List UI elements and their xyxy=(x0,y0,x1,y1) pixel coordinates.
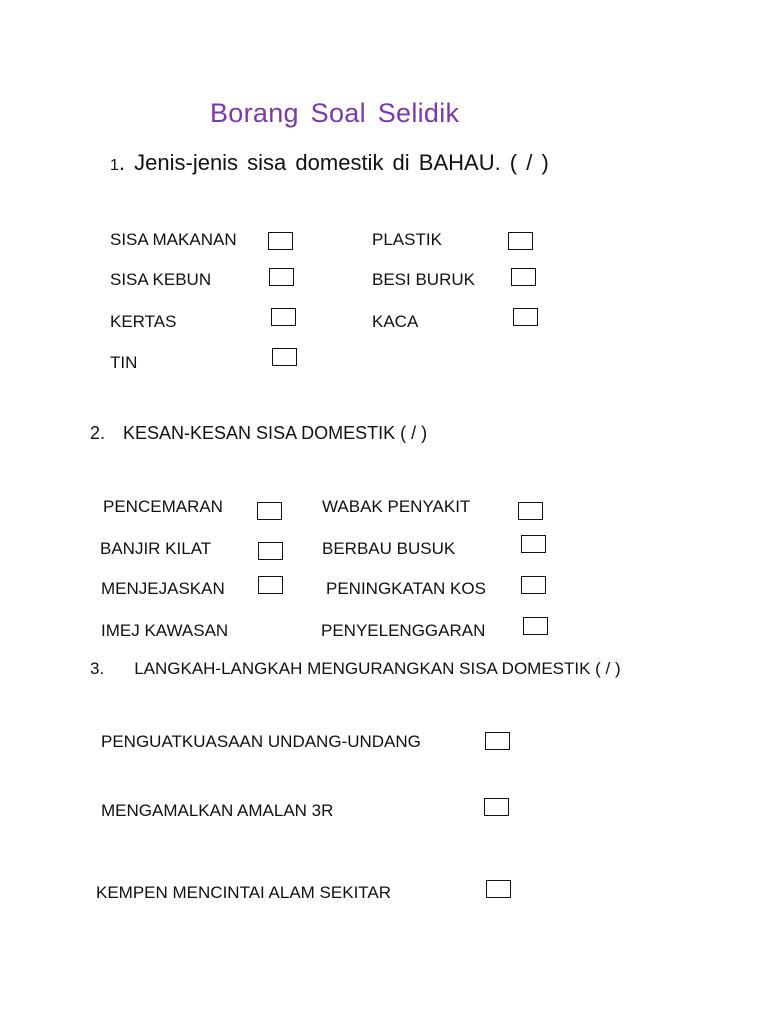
question-2-text: KESAN-KESAN SISA DOMESTIK ( / ) xyxy=(123,423,428,443)
question-3-text: LANGKAH-LANGKAH MENGURANGKAN SISA DOMESTIK ( / ) xyxy=(134,659,621,678)
option-pencemaran-label: PENCEMARAN xyxy=(103,497,223,516)
checkbox-kempen[interactable] xyxy=(486,880,511,898)
option-tin-label: TIN xyxy=(110,353,138,372)
checkbox-penguatkuasaan[interactable] xyxy=(485,732,510,750)
option-kempen-label: KEMPEN MENCINTAI ALAM SEKITAR xyxy=(96,883,392,902)
checkbox-plastik[interactable] xyxy=(508,232,533,250)
form-title: Borang Soal Selidik xyxy=(210,98,460,128)
option-banjir-kilat-label: BANJIR KILAT xyxy=(100,539,212,558)
checkbox-kaca[interactable] xyxy=(513,308,538,326)
option-penyelenggaran-label: PENYELENGGARAN xyxy=(321,621,486,640)
option-kaca-label: KACA xyxy=(372,312,419,331)
question-2-heading xyxy=(90,423,427,444)
checkbox-sisa-makanan[interactable] xyxy=(268,232,293,250)
checkbox-sisa-kebun[interactable] xyxy=(269,268,294,286)
option-sisa-kebun-label: SISA KEBUN xyxy=(110,270,212,289)
checkbox-wabak-penyakit[interactable] xyxy=(518,502,543,520)
checkbox-kertas[interactable] xyxy=(271,308,296,326)
question-3-number: 3. xyxy=(90,659,105,678)
checkbox-amalan-3r[interactable] xyxy=(484,798,509,816)
option-plastik-label: PLASTIK xyxy=(372,230,442,249)
question-1-text: . Jenis-jenis sisa domestik di BAHAU. ( / ) xyxy=(118,150,549,175)
checkbox-peningkatan-kos[interactable] xyxy=(521,576,546,594)
checkbox-berbau-busuk[interactable] xyxy=(521,535,546,553)
checkbox-banjir-kilat[interactable] xyxy=(258,542,283,560)
option-sisa-makanan-label: SISA MAKANAN xyxy=(110,230,237,249)
checkbox-tin[interactable] xyxy=(272,348,297,366)
question-3-heading xyxy=(90,659,621,679)
checkbox-pencemaran[interactable] xyxy=(257,502,282,520)
option-berbau-busuk-label: BERBAU BUSUK xyxy=(322,539,456,558)
option-wabak-penyakit-label: WABAK PENYAKIT xyxy=(322,497,471,516)
option-peningkatan-kos-label: PENINGKATAN KOS xyxy=(326,579,486,598)
question-1-heading xyxy=(110,150,549,176)
option-penguatkuasaan-label: PENGUATKUASAAN UNDANG-UNDANG xyxy=(101,732,421,751)
option-besi-buruk-label: BESI BURUK xyxy=(372,270,475,289)
checkbox-besi-buruk[interactable] xyxy=(511,268,536,286)
option-imej-kawasan-label: IMEJ KAWASAN xyxy=(101,621,229,640)
option-amalan-3r-label: MENGAMALKAN AMALAN 3R xyxy=(101,801,334,820)
checkbox-menjejaskan[interactable] xyxy=(258,576,283,594)
question-2-number: 2. xyxy=(90,423,106,443)
checkbox-penyelenggaran[interactable] xyxy=(523,617,548,635)
option-menjejaskan-label: MENJEJASKAN xyxy=(101,579,225,598)
question-1-number: 1 xyxy=(110,157,119,174)
option-kertas-label: KERTAS xyxy=(110,312,177,331)
